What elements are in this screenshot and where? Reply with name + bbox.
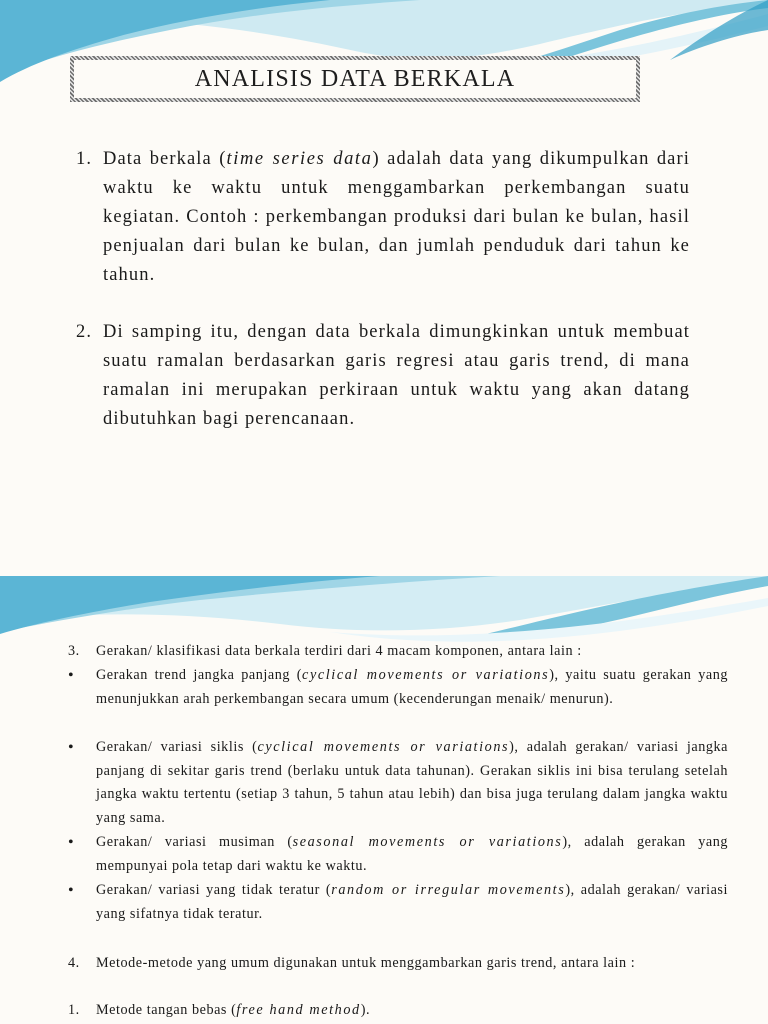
- slide-title: ANALISIS DATA BERKALA: [194, 65, 516, 92]
- bullet-item-4: [68, 879, 728, 926]
- bullet-item-3: [68, 831, 728, 878]
- title-box: [70, 56, 640, 102]
- item-text: Gerakan/ variasi musiman (seasonal movements or variations), adalah gerakan yang mempunyai pola tetap dari waktu ke waktu.: [96, 834, 728, 874]
- bullet-icon: [68, 664, 90, 689]
- bullet-icon: [68, 736, 90, 761]
- bullet-icon: [68, 879, 90, 904]
- item-number: 1.: [76, 149, 93, 169]
- item-text: Metode-metode yang umum digunakan untuk menggambarkan garis trend, antara lain :: [96, 955, 636, 971]
- decorative-wave-header: [0, 576, 768, 646]
- item-number: 1.: [68, 1002, 80, 1018]
- item-text: Gerakan/ klasifikasi data berkala terdiri dari 4 macam komponen, antara lain :: [96, 643, 582, 659]
- list-item-4: [68, 952, 728, 976]
- item-text: Di samping itu, dengan data berkala dimungkinkan untuk membuat suatu ramalan berdasarkan garis regresi atau garis trend, di mana ramalan ini merupakan perkiraan untuk waktu yang akan datang dibutuhkan bagi perencanaan.: [103, 322, 690, 429]
- slide-2: [0, 576, 768, 1024]
- item-number: 2.: [76, 322, 93, 342]
- item-number: 4.: [68, 955, 80, 971]
- list-item-2: [76, 318, 690, 434]
- item-text: Data berkala (time series data) adalah data yang dikumpulkan dari waktu ke waktu untuk menggambarkan perkembangan suatu kegiatan. Contoh : perkembangan produksi dari bulan ke bulan, hasil penjualan dari bulan ke bulan, dan jumlah penduduk dari tahun ke tahun.: [103, 149, 690, 285]
- bullet-item-1: [68, 664, 728, 711]
- list-item-3: [68, 640, 728, 664]
- bullet-icon: [68, 831, 90, 856]
- item-text: Gerakan trend jangka panjang (cyclical movements or variations), yaitu suatu gerakan yang menunjukkan arah perkembangan secara umum (kecenderungan menaik/ menurun).: [96, 667, 728, 707]
- bullet-item-2: [68, 736, 728, 830]
- item-text: Gerakan/ variasi siklis (cyclical movements or variations), adalah gerakan/ variasi jangka panjang di sekitar garis trend (berlaku untuk data tahunan). Gerakan siklis ini bisa terulang setelah jangka waktu tertentu (setiap 3 tahun, 5 tahun atau lebih) dan bisa juga terulang dalam jangka waktu yang sama.: [96, 739, 729, 826]
- item-text: Metode tangan bebas (free hand method).: [96, 1002, 371, 1018]
- sub-item-1: [68, 999, 728, 1023]
- list-item-1: [76, 145, 690, 290]
- item-text: Gerakan/ variasi yang tidak teratur (random or irregular movements), adalah gerakan/ variasi yang sifatnya tidak teratur.: [96, 882, 728, 922]
- item-number: 3.: [68, 643, 80, 659]
